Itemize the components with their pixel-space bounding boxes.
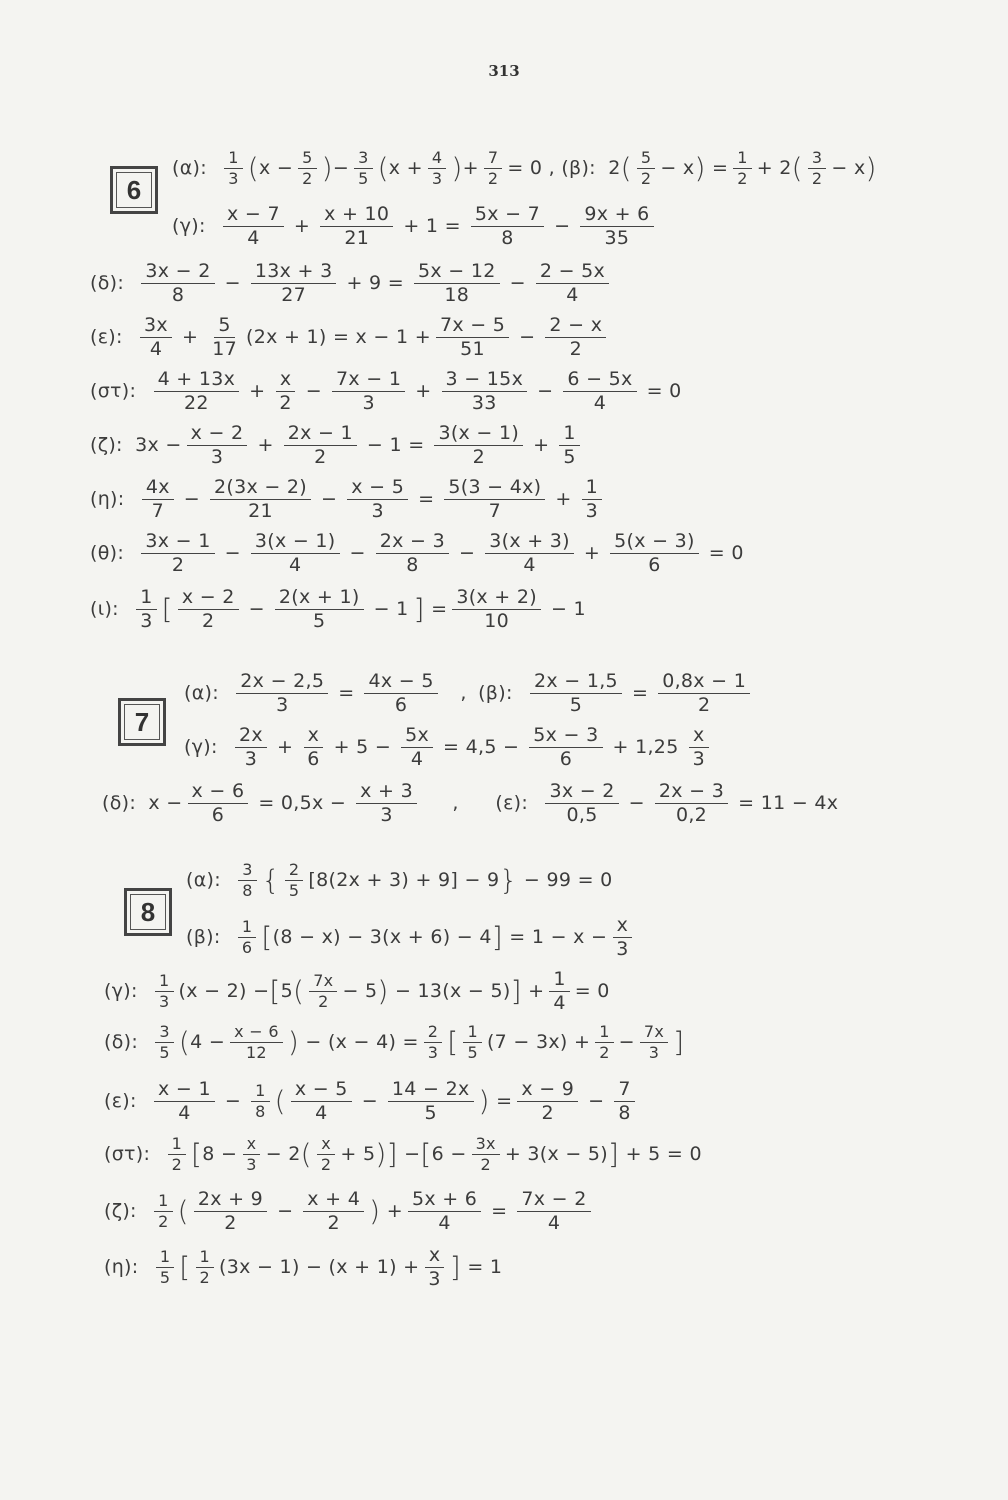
ex6-th-equation: (θ): $\frac{3x - 1}{2}$ − $\frac{3(x - 1)}{4}$ − $\frac{2x - 3}{8}$ − $\frac{3(x + 3)}{4}$ + $\frac{5(x - 3)}{6}$ = 0 xyxy=(90,530,744,576)
ex6-h-equation: (η): $\frac{4x}{7}$ − $\frac{2(3x - 2)}{21}$ − $\frac{x - 5}{3}$ = $\frac{5(3 - 4x)}{7}$ + $\frac{1}{3}$ xyxy=(90,478,607,521)
ex6-d-equation: (δ): $\frac{3x - 2}{8}$ − $\frac{13x + 3}{27}$ + 9 = $\frac{5x - 12}{18}$ − $\frac{2 - 5x}{4}$ xyxy=(90,262,614,305)
ex6-label-h: (η): xyxy=(90,488,125,510)
ex7-d-e-equations: (δ): x − $\frac{x - 6}{6}$ = 0,5x − $\frac{x + 3}{3}$ , (ε): $\frac{3x - 2}{0,5}$ − $\frac{2x - 3}{0,2}$ = 11 − 4x xyxy=(102,780,839,826)
ex7-a-b-equations: (α): $\frac{2x - 2,5}{3}$ = $\frac{4x - 5}{6}$ , (β): $\frac{2x - 1,5}{5}$ = $\frac{0,8x - 1}{2}$ xyxy=(184,672,755,715)
ex7-label-b: (β): xyxy=(478,682,513,704)
exercise-6-box: 6 xyxy=(110,166,158,214)
ex7-g-equation: (γ): $\frac{2x}{3}$ + $\frac{x}{6}$ + 5 − $\frac{5x}{4}$ = 4,5 − $\frac{5x - 3}{6}$ + 1,25 $\frac{x}{3}$ xyxy=(184,726,714,769)
ex6-label-st: (στ): xyxy=(90,380,137,402)
ex7-label-g: (γ): xyxy=(184,736,218,758)
ex8-label-e: (ε): xyxy=(104,1090,137,1112)
ex8-label-st: (στ): xyxy=(104,1143,151,1165)
ex8-h-equation: (η): $\frac{1}{5}$ [ $\frac{1}{2}$ (3x − 1) − (x + 1) + $\frac{x}{3}$ ] = 1 xyxy=(104,1244,503,1290)
ex8-label-b: (β): xyxy=(186,926,221,948)
exercise-8-box: 8 xyxy=(124,888,172,936)
ex7-label-e: (ε): xyxy=(495,792,529,814)
ex8-e-equation: (ε): $\frac{x - 1}{4}$ − $\frac{1}{8}$ ( $\frac{x - 5}{4}$ − $\frac{14 - 2x}{5}$ ) = $\frac{x - 9}{2}$ − $\frac{7}{8}$ xyxy=(104,1080,640,1123)
ex8-a-equation: (α): $\frac{3}{8}$ { $\frac{2}{5}$ [8(2x + 3) + 9] − 9} − 99 = 0 xyxy=(186,860,613,900)
ex6-st-equation: (στ): $\frac{4 + 13x}{22}$ + $\frac{x}{2}$ − $\frac{7x - 1}{3}$ + $\frac{3 - 15x}{33}$ − $\frac{6 - 5x}{4}$ = 0 xyxy=(90,368,682,414)
ex7-label-d: (δ): xyxy=(102,792,137,814)
ex6-label-z: (ζ): xyxy=(90,434,123,456)
ex6-e-equation: (ε): $\frac{3x}{4}$ + $\frac{5}{17}$ (2x + 1) = x − 1 + $\frac{7x - 5}{51}$ − $\frac{2 - x}{2}$ xyxy=(90,316,611,359)
ex8-st-equation: (στ): $\frac{1}{2}$ [8 − $\frac{x}{3}$ − 2( $\frac{x}{2}$ + 5)] −[6 − $\frac{3x}{2}$ + 3(x − 5)] + 5 = 0 xyxy=(104,1134,702,1174)
ex8-d-equation: (δ): $\frac{3}{5}$ (4 − $\frac{x - 6}{12}$ ) − (x − 4) = $\frac{2}{3}$ [ $\frac{1}{5}$ (7 − 3x) + $\frac{1}{2}$ − $\frac{7x}{3}$ ] xyxy=(104,1022,685,1062)
ex8-label-a: (α): xyxy=(186,869,221,891)
ex6-label-e: (ε): xyxy=(90,326,123,348)
ex8-label-g: (γ): xyxy=(104,980,138,1002)
ex6-label-a: (α): xyxy=(172,157,207,179)
ex8-g-equation: (γ): $\frac{1}{3}$ (x − 2) −[5( $\frac{7x}{2}$ − 5) − 13(x − 5)] + $\frac{1}{4}$ = 0 xyxy=(104,968,610,1014)
ex6-a-b-equations: (α): $\frac{1}{3}$ (x − $\frac{5}{2}$ )− $\frac{3}{5}$ (x + $\frac{4}{3}$ )+ $\frac{7}{2}$ = 0 , (β): 2( $\frac{5}{2}$ − x) = $\frac{1}{2}$ + 2( $\frac{3}{2}$ − x) xyxy=(172,148,877,188)
ex6-z-equation: (ζ): 3x − $\frac{x - 2}{3}$ + $\frac{2x - 1}{2}$ − 1 = $\frac{3(x - 1)}{2}$ + $\frac{1}{5}$ xyxy=(90,424,585,467)
ex8-b-equation: (β): $\frac{1}{6}$ [(8 − x) − 3(x + 6) − 4] = 1 − x − $\frac{x}{3}$ xyxy=(186,916,638,959)
ex8-label-z: (ζ): xyxy=(104,1200,137,1222)
ex6-label-b: (β): xyxy=(561,157,596,179)
page-number: 313 xyxy=(488,62,520,80)
ex7-label-a: (α): xyxy=(184,682,219,704)
ex6-g-equation: (γ): $\frac{x - 7}{4}$ + $\frac{x + 10}{21}$ + 1 = $\frac{5x - 7}{8}$ − $\frac{9x + 6}{35}$ xyxy=(172,205,659,248)
ex6-label-i: (ι): xyxy=(90,598,119,620)
ex6-label-d: (δ): xyxy=(90,272,125,294)
ex6-label-th: (θ): xyxy=(90,542,125,564)
ex6-label-g: (γ): xyxy=(172,215,206,237)
ex8-z-equation: (ζ): $\frac{1}{2}$ ( $\frac{2x + 9}{2}$ − $\frac{x + 4}{2}$ ) + $\frac{5x + 6}{4}$ = $\frac{7x - 2}{4}$ xyxy=(104,1190,596,1233)
ex8-label-d: (δ): xyxy=(104,1031,139,1053)
exercise-7-box: 7 xyxy=(118,698,166,746)
ex6-i-equation: (ι): $\frac{1}{3}$ [ $\frac{x - 2}{2}$ − $\frac{2(x + 1)}{5}$ − 1 ] = $\frac{3(x + 2)}{10}$ − 1 xyxy=(90,586,586,632)
ex8-label-h: (η): xyxy=(104,1256,139,1278)
